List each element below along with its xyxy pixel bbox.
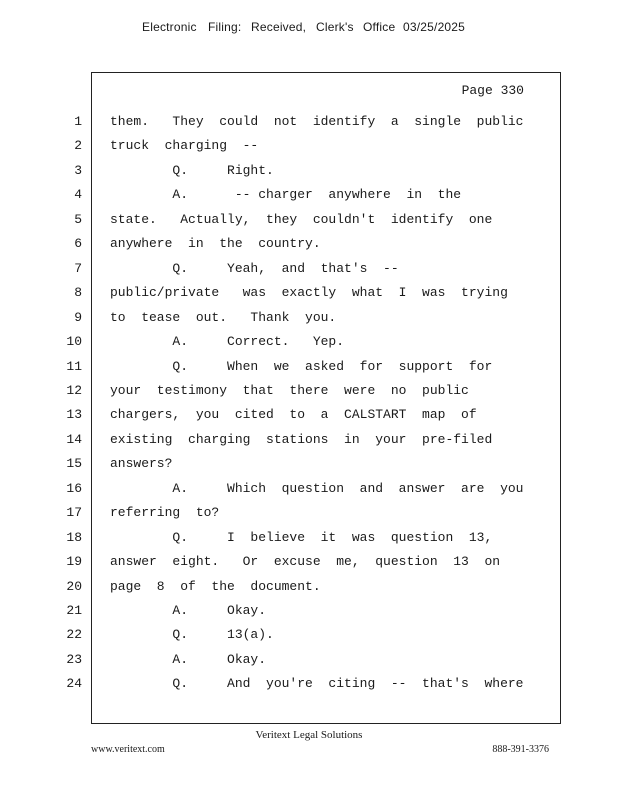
line-number: 15: [66, 456, 82, 472]
transcript-line: [0, 261, 618, 285]
transcript-line: [0, 603, 618, 627]
transcript-line: [0, 505, 618, 529]
transcript-line: [0, 114, 618, 138]
line-number: 24: [66, 676, 82, 692]
transcript-line: [0, 432, 618, 456]
line-text: A. -- charger anywhere in the: [110, 187, 462, 203]
line-text: answers?: [110, 456, 173, 472]
transcript-line: [0, 579, 618, 603]
transcript-line: [0, 236, 618, 260]
footer-company: Veritext Legal Solutions: [255, 729, 363, 741]
line-number: 2: [74, 138, 82, 154]
line-text: Q. Right.: [110, 162, 274, 178]
header-word: Clerk's: [316, 20, 354, 34]
header-date: 03/25/2025: [403, 20, 466, 34]
footer-website: www.veritext.com: [91, 744, 165, 755]
line-number: 1: [74, 114, 82, 129]
line-number: 12: [66, 382, 82, 398]
line-number: 7: [74, 260, 82, 276]
transcript-line: [0, 163, 618, 187]
transcript-line: [0, 676, 618, 700]
transcript-line: [0, 652, 618, 676]
line-number: 21: [66, 603, 82, 618]
transcript-line: [0, 334, 618, 358]
line-number: 6: [74, 236, 82, 252]
line-text: Q. 13(a).: [110, 627, 274, 643]
line-text: A. Okay.: [110, 603, 267, 618]
line-text: Q. Yeah, and that's --: [110, 260, 399, 276]
line-text: truck charging --: [110, 138, 259, 154]
line-text: page 8 of the document.: [110, 578, 321, 594]
line-number: 5: [74, 211, 82, 227]
line-number: 18: [66, 529, 82, 545]
transcript-line: [0, 310, 618, 334]
transcript-line: [0, 285, 618, 309]
line-text: answer eight. Or excuse me, question 13 on: [110, 554, 501, 570]
transcript-line: [0, 554, 618, 578]
line-text: chargers, you cited to a CALSTART map of: [110, 407, 477, 423]
line-text: Q. When we asked for support for: [110, 358, 493, 374]
transcript-line: [0, 187, 618, 211]
line-number: 23: [66, 651, 82, 667]
line-text: A. Okay.: [110, 651, 267, 667]
line-text: A. Which question and answer are you: [110, 480, 524, 496]
line-number: 10: [66, 334, 82, 350]
line-number: 3: [74, 162, 82, 178]
header-word: Electronic: [142, 20, 197, 34]
line-text: Q. I believe it was question 13,: [110, 529, 493, 545]
transcript-line: [0, 456, 618, 480]
transcript-line: [0, 407, 618, 431]
line-text: public/private was exactly what I was trying: [110, 285, 508, 301]
line-number: 11: [66, 358, 82, 374]
line-text: A. Correct. Yep.: [110, 334, 345, 350]
transcript-line: [0, 383, 618, 407]
line-number: 17: [66, 505, 82, 521]
line-number: 16: [66, 480, 82, 496]
line-number: 13: [66, 407, 82, 423]
header-word: Received,: [251, 20, 307, 34]
header-word: Filing:: [208, 20, 242, 34]
transcript-line: [0, 212, 618, 236]
line-number: 20: [66, 578, 82, 594]
footer-phone: 888-391-3376: [492, 744, 549, 755]
line-number: 9: [74, 309, 82, 325]
line-number: 19: [66, 554, 82, 570]
transcript-line: [0, 627, 618, 651]
transcript-line: [0, 138, 618, 162]
line-text: them. They could not identify a single public: [110, 114, 524, 129]
line-number: 22: [66, 627, 82, 643]
line-number: 8: [74, 285, 82, 301]
header-word: Office: [363, 20, 396, 34]
line-text: Q. And you're citing -- that's where: [110, 676, 524, 692]
line-number: 4: [74, 187, 82, 203]
line-text: referring to?: [110, 505, 220, 521]
page-number: Page 330: [461, 83, 524, 98]
line-number: 14: [66, 431, 82, 447]
line-text: existing charging stations in your pre-filed: [110, 431, 493, 447]
line-text: state. Actually, they couldn't identify one: [110, 211, 493, 227]
transcript-line: [0, 359, 618, 383]
transcript-line: [0, 530, 618, 554]
line-text: anywhere in the country.: [110, 236, 321, 252]
transcript-line: [0, 481, 618, 505]
line-text: to tease out. Thank you.: [110, 309, 337, 325]
line-text: your testimony that there were no public: [110, 382, 469, 398]
